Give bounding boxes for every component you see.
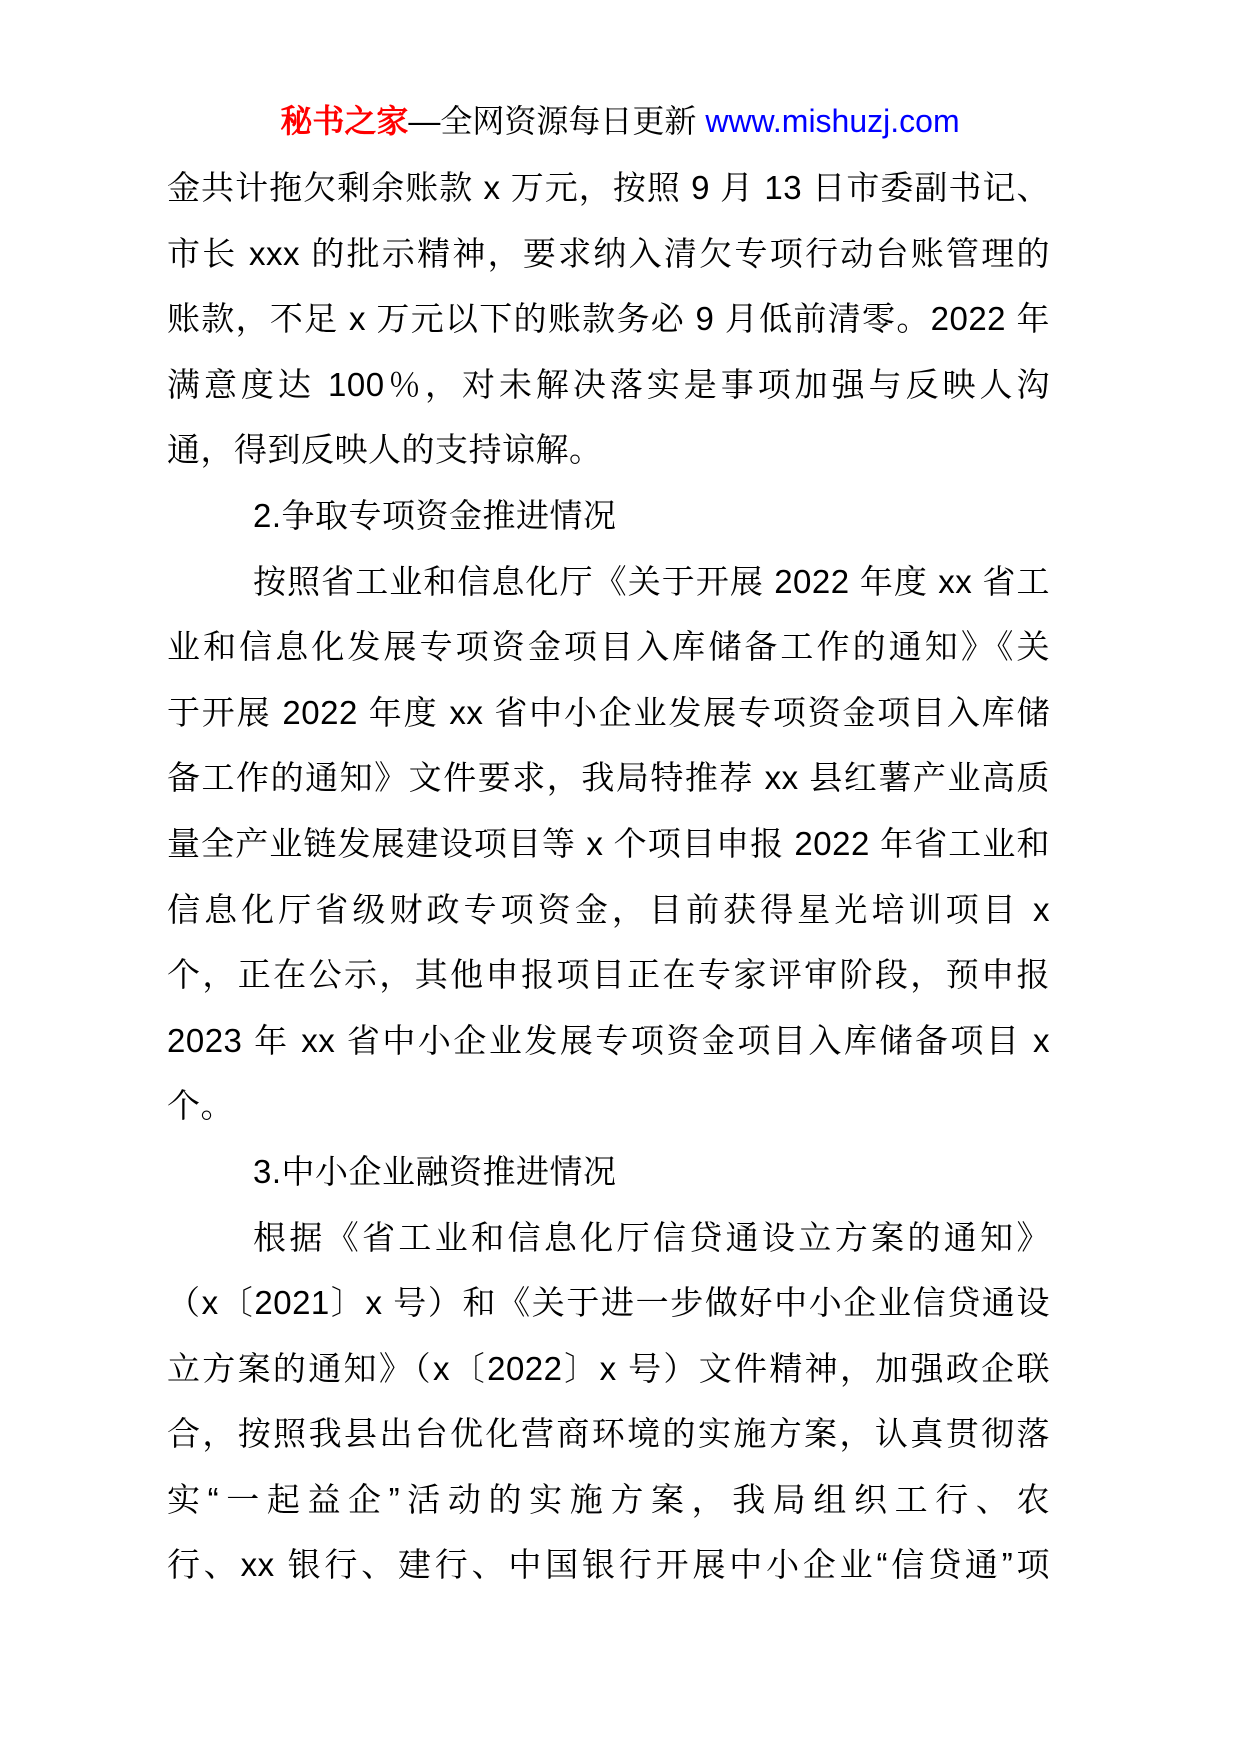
text-line: 按照省工业和信息化厅《关于开展 2022 年度 xx 省工 — [253, 562, 1050, 600]
text-line: 业和信息化发展专项资金项目入库储备工作的通知》《关 — [167, 628, 1050, 666]
text-line: 个，正在公示，其他申报项目正在专家评审阶段，预申报 — [167, 956, 1050, 994]
text-line: 市长 xxx 的批示精神，要求纳入清欠专项行动台账管理的 — [167, 234, 1050, 272]
text-line: 立方案的通知》（x〔2022〕x 号）文件精神，加强政企联 — [167, 1349, 1050, 1387]
text-line: 2023 年 xx 省中小企业发展专项资金项目入库储备项目 x — [167, 1021, 1050, 1059]
text-line: 账款，不足 x 万元以下的账款务必 9 月低前清零。2022 年 — [167, 300, 1050, 338]
paragraph-special-funds — [167, 549, 1050, 1139]
text-line: 根据《省工业和信息化厅信贷通设立方案的通知》 — [253, 1218, 1050, 1256]
text-line: 量全产业链发展建设项目等 x 个项目申报 2022 年省工业和 — [167, 824, 1050, 862]
text-line: 备工作的通知》文件要求，我局特推荐 xx 县红薯产业高质 — [167, 759, 1050, 797]
paragraph-sme-financing — [167, 1205, 1050, 1599]
text-line: 信息化厅省级财政专项资金，目前获得星光培训项目 x — [167, 890, 1050, 928]
text-line: 金共计拖欠剩余账款 x 万元，按照 9 月 13 日市委副书记、 — [167, 169, 1050, 206]
heading-sme-financing — [167, 1139, 1050, 1205]
text-line: 3.中小企业融资推进情况 — [253, 1152, 617, 1190]
text-line: 实“一起益企”活动的实施方案，我局组织工行、农 — [167, 1480, 1050, 1518]
page-header — [0, 100, 1240, 142]
document-body — [167, 155, 1050, 1598]
header-tagline: —全网资源每日更新 — [408, 103, 706, 139]
paragraph-debt-clearing — [167, 155, 1050, 483]
text-line: 2.争取专项资金推进情况 — [253, 496, 617, 534]
text-line: 通，得到反映人的支持谅解。 — [167, 431, 603, 469]
text-line: 行、xx 银行、建行、中国银行开展中小企业“信贷通”项 — [167, 1546, 1050, 1584]
text-line: 个。 — [167, 1087, 234, 1125]
text-line: （x〔2021〕x 号）和《关于进一步做好中小企业信贷通设 — [167, 1284, 1050, 1322]
text-line: 于开展 2022 年度 xx 省中小企业发展专项资金项目入库储 — [167, 693, 1050, 731]
text-line: 满意度达 100％，对未解决落实是事项加强与反映人沟 — [167, 365, 1050, 403]
heading-special-funds — [167, 483, 1050, 549]
site-name: 秘书之家 — [280, 103, 409, 139]
header-url: www.mishuzj.com — [705, 103, 960, 139]
text-line: 合，按照我县出台优化营商环境的实施方案，认真贯彻落 — [167, 1415, 1050, 1453]
